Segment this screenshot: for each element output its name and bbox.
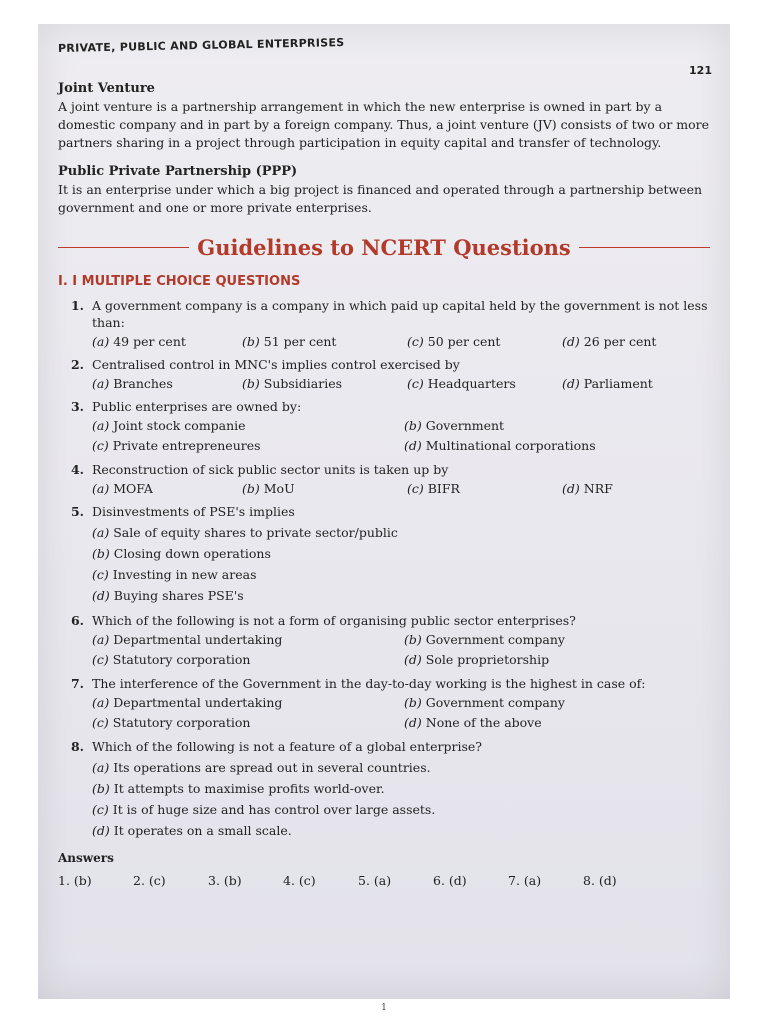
question-number: 5. xyxy=(70,504,84,519)
option-letter: (c) xyxy=(92,567,109,582)
question-number: 8. xyxy=(70,739,84,754)
option-text: Subsidiaries xyxy=(263,376,343,391)
option-letter: (c) xyxy=(92,802,109,817)
option-text: 49 per cent xyxy=(113,334,186,349)
option-d xyxy=(404,651,710,669)
option-letter: (a) xyxy=(92,334,110,349)
answers-row xyxy=(58,873,710,888)
running-header xyxy=(57,36,712,77)
option-text: Private entrepreneures xyxy=(112,438,261,453)
question-text: The interference of the Government in the day-to-day working is the highest in case of: xyxy=(92,676,646,691)
mcq-section-title: I. I MULTIPLE CHOICE QUESTIONS xyxy=(58,274,301,289)
option-letter: (c) xyxy=(407,481,424,496)
option-text: Investing in new areas xyxy=(112,567,257,582)
option-letter: (a) xyxy=(92,695,110,710)
option-c xyxy=(407,375,562,392)
option-text: 51 per cent xyxy=(263,334,337,349)
section-heading-joint-venture: Joint Venture xyxy=(58,81,155,96)
option-text: 26 per cent xyxy=(583,334,657,349)
option-text: 50 per cent xyxy=(427,334,501,349)
answer-5: 5. (a) xyxy=(358,873,392,888)
option-letter: (b) xyxy=(242,376,260,391)
question-3 xyxy=(58,398,710,455)
option-letter: (a) xyxy=(92,525,110,540)
main-heading-row xyxy=(58,235,710,260)
option-b xyxy=(404,694,710,712)
option-d xyxy=(92,585,710,606)
answers-title: Answers xyxy=(58,851,114,865)
question-7 xyxy=(58,675,710,732)
answer-2: 2. (c) xyxy=(133,873,166,888)
option-a xyxy=(92,375,242,392)
option-text: It is of huge size and has control over large assets. xyxy=(112,802,436,817)
answer-6: 6. (d) xyxy=(433,873,467,888)
question-text: Centralised control in MNC's implies control exercised by xyxy=(92,357,460,372)
option-c xyxy=(92,799,710,820)
question-4 xyxy=(58,461,710,497)
option-text: Sole proprietorship xyxy=(425,652,550,667)
option-letter: (d) xyxy=(562,376,580,391)
option-letter: (a) xyxy=(92,376,110,391)
question-2 xyxy=(58,356,710,392)
option-letter: (b) xyxy=(404,695,422,710)
option-a xyxy=(92,417,404,435)
option-letter: (b) xyxy=(242,334,260,349)
option-text: It operates on a small scale. xyxy=(113,823,292,838)
option-b xyxy=(92,778,710,799)
question-number: 3. xyxy=(70,399,84,414)
option-text: Headquarters xyxy=(427,376,516,391)
question-number: 7. xyxy=(70,676,84,691)
option-letter: (b) xyxy=(404,632,422,647)
option-text: Branches xyxy=(113,376,173,391)
option-d xyxy=(562,333,710,350)
options xyxy=(92,375,710,392)
option-letter: (b) xyxy=(92,546,110,561)
option-letter: (b) xyxy=(242,481,260,496)
question-6 xyxy=(58,612,710,669)
option-c xyxy=(407,480,562,497)
option-text: MoU xyxy=(263,481,295,496)
page-number: 121 xyxy=(689,64,712,77)
option-text: Parliament xyxy=(583,376,653,391)
option-text: Departmental undertaking xyxy=(113,695,283,710)
option-c xyxy=(92,714,404,732)
option-text: Statutory corporation xyxy=(112,652,251,667)
option-letter: (d) xyxy=(404,652,422,667)
options xyxy=(92,757,710,841)
option-b xyxy=(242,480,407,497)
option-letter: (c) xyxy=(407,376,424,391)
options xyxy=(92,522,710,606)
option-a xyxy=(92,522,710,543)
heading-rule-right xyxy=(579,247,710,248)
option-b xyxy=(242,375,407,392)
option-d xyxy=(562,375,710,392)
option-text: BIFR xyxy=(427,481,460,496)
option-text: Government company xyxy=(425,632,565,647)
option-letter: (d) xyxy=(92,823,110,838)
option-a xyxy=(92,480,242,497)
section-text-ppp: It is an enterprise under which a big project is financed and operated through a partnership between government and one or more private enterprises. xyxy=(58,182,703,215)
chapter-title: PRIVATE, PUBLIC AND GLOBAL ENTERPRISES xyxy=(57,36,345,55)
option-letter: (a) xyxy=(92,481,110,496)
question-text: Disinvestments of PSE's implies xyxy=(92,504,295,519)
main-heading: Guidelines to NCERT Questions xyxy=(197,235,571,260)
question-text: Which of the following is not a feature of a global enterprise? xyxy=(92,739,483,754)
option-d xyxy=(404,437,710,455)
question-text: Which of the following is not a form of organising public sector enterprises? xyxy=(92,613,576,628)
page-content xyxy=(58,38,710,888)
option-text: Statutory corporation xyxy=(112,715,251,730)
option-text: Multinational corporations xyxy=(425,438,596,453)
question-5 xyxy=(58,503,710,606)
option-text: Closing down operations xyxy=(113,546,271,561)
option-letter: (d) xyxy=(562,334,580,349)
question-number: 4. xyxy=(70,462,84,477)
option-c xyxy=(92,651,404,669)
question-text: Reconstruction of sick public sector units is taken up by xyxy=(92,462,449,477)
option-text: Government xyxy=(425,418,505,433)
option-d xyxy=(92,820,710,841)
option-text: None of the above xyxy=(425,715,542,730)
option-d xyxy=(404,714,710,732)
options xyxy=(92,333,710,350)
option-b xyxy=(404,631,710,649)
option-letter: (a) xyxy=(92,760,110,775)
option-b xyxy=(92,543,710,564)
answer-7: 7. (a) xyxy=(508,873,542,888)
answer-1: 1. (b) xyxy=(58,873,92,888)
options xyxy=(92,417,710,455)
question-number: 1. xyxy=(70,298,84,313)
option-text: Buying shares PSE's xyxy=(113,588,244,603)
option-letter: (c) xyxy=(92,715,109,730)
question-text: A government company is a company in which paid up capital held by the government is not less than: xyxy=(92,298,708,330)
question-number: 2. xyxy=(70,357,84,372)
option-text: It attempts to maximise profits world-over. xyxy=(113,781,385,796)
option-letter: (b) xyxy=(92,781,110,796)
section-text-joint-venture: A joint venture is a partnership arrangement in which the new enterprise is owned in part by a domestic company and in part by a foreign company. Thus, a joint venture (JV) consists of two or more partners sharing in a project through participation in equity capital and transfer of technology. xyxy=(58,99,710,150)
question-text: Public enterprises are owned by: xyxy=(92,399,302,414)
answer-4: 4. (c) xyxy=(283,873,316,888)
option-b xyxy=(404,417,710,435)
question-1 xyxy=(58,297,710,350)
answer-3: 3. (b) xyxy=(208,873,242,888)
footer-mark: 1 xyxy=(381,1003,387,1013)
option-letter: (a) xyxy=(92,632,110,647)
option-c xyxy=(92,564,710,585)
page-sheet xyxy=(38,24,730,999)
options xyxy=(92,694,710,732)
options xyxy=(92,631,710,669)
option-b xyxy=(242,333,407,350)
question-8 xyxy=(58,738,710,841)
question-number: 6. xyxy=(70,613,84,628)
option-text: Government company xyxy=(425,695,565,710)
option-d xyxy=(562,480,710,497)
option-text: NRF xyxy=(583,481,613,496)
options xyxy=(92,480,710,497)
option-letter: (d) xyxy=(562,481,580,496)
option-text: Its operations are spread out in several countries. xyxy=(113,760,431,775)
option-c xyxy=(407,333,562,350)
heading-rule-left xyxy=(58,247,189,248)
option-letter: (b) xyxy=(404,418,422,433)
option-c xyxy=(92,437,404,455)
option-text: Joint stock companie xyxy=(113,418,246,433)
option-letter: (c) xyxy=(92,652,109,667)
option-letter: (a) xyxy=(92,418,110,433)
option-a xyxy=(92,757,710,778)
option-letter: (d) xyxy=(92,588,110,603)
option-text: Sale of equity shares to private sector/public xyxy=(113,525,398,540)
option-letter: (d) xyxy=(404,438,422,453)
option-letter: (c) xyxy=(92,438,109,453)
option-a xyxy=(92,333,242,350)
option-text: Departmental undertaking xyxy=(113,632,283,647)
option-letter: (d) xyxy=(404,715,422,730)
option-text: MOFA xyxy=(113,481,153,496)
option-a xyxy=(92,694,404,712)
answer-8: 8. (d) xyxy=(583,873,617,888)
section-heading-ppp: Public Private Partnership (PPP) xyxy=(58,164,298,179)
option-a xyxy=(92,631,404,649)
option-letter: (c) xyxy=(407,334,424,349)
